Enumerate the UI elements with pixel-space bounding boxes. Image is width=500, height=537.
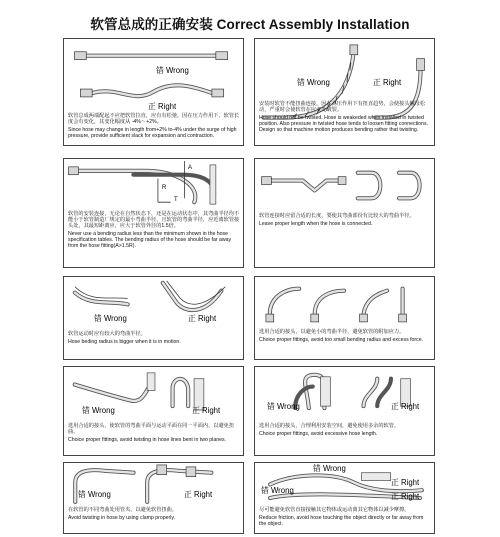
wrong-label: 错 Wrong: [82, 406, 115, 415]
right-label: 正 Right: [192, 406, 221, 415]
instruction-en: Leave proper length when the hose is connected.: [259, 220, 373, 227]
panel-no-twist: [254, 38, 435, 146]
right-label: 正 Right: [391, 402, 420, 411]
instruction-en: Avoid twisting in hose by using clamp properly.: [68, 514, 176, 521]
instruction-zh: 安装时软管不能扭曲连接，因在高压作用下有扭直趋势，会使接头螺母松动，严重时会使软管在应变处破裂。: [259, 101, 426, 114]
label-a: A: [188, 165, 193, 171]
right-label: 正 Right: [373, 78, 402, 87]
right-label-2: 正 Right: [391, 492, 420, 501]
right-label: 正 Right: [391, 478, 420, 487]
panel-hose-length: [254, 366, 435, 456]
wrong-label: 错 Wrong: [297, 78, 330, 87]
instruction-en: Hose should not be twisted. Hose is weakeded when installed in twisted position. Also pressure in twisted hose tends to loosen fitting connections. Design so that machine motion produces bending rather that twisting.: [259, 114, 428, 134]
label-r: R: [162, 185, 167, 191]
panel-slack: [63, 38, 244, 146]
instruction-en: Choice proper fittings, avoid excessive hose length.: [259, 430, 378, 437]
panel-bend-plane: [63, 366, 244, 456]
panel-clamp: [63, 462, 244, 534]
instruction-zh: 选用合适的接头，以避免小的弯曲半径，避免软管的附加应力。: [259, 329, 405, 335]
right-label: 正 Right: [188, 314, 217, 323]
panel-bend-radius: [63, 158, 244, 268]
right-label: 正 Right: [184, 490, 213, 499]
wrong-label: 错 Wrong: [78, 490, 111, 499]
wrong-label: 错 Wrong: [313, 464, 346, 473]
instruction-zh: 选用合适的接头，合理利用安装空间，避免使用多余的软管。: [259, 423, 400, 429]
panel-proper-fittings: [254, 276, 435, 360]
instruction-zh: 软管的安装连接，无论在自然状态下，还是在运动状态中，其弯曲半径均不能小于软管制造厂规定的最小弯曲半径，且软管的弯曲半径，应近离软管接头处，其最短距离应，应大于软管外径的1.5倍。: [68, 211, 240, 230]
instruction-zh: 选用合适的接头，使软管的弯曲平面与运动平面在同一平面内，以避免扭曲。: [68, 423, 235, 436]
label-t: T: [174, 197, 178, 203]
instruction-en: Since hose may change in length from+2% to-4% under the surge of high pressure, provide sufficient slack for expansion and contraction.: [68, 126, 237, 139]
proper-fittings-illustration: [255, 277, 434, 359]
page-title: 软管总成的正确安装 Correct Assembly Installation: [90, 17, 410, 32]
instruction-zh: 软管总成两端配起不应把软管拉直，应有有松弛。因在压力作用下，软管长度会有变化，其变化幅度从 -4%～+2%。: [68, 113, 240, 126]
instruction-en: Choice proper fittings, avoid twisting in hose lines bent in two planes.: [68, 436, 227, 443]
wrong-label: 错 Wrong: [156, 66, 189, 75]
instruction-en: Hose beding radius is bigger when it is in motion.: [68, 338, 181, 345]
instruction-zh: 软管连接时应留合适的长度，要使其弯曲部份有比较大的弯曲半径。: [259, 213, 415, 219]
instruction-en: Never use a bending radius less than the minimum shown in the hose specification tables. The bending radius of the hose should be far away from the hose fitting(A>1.5R).: [68, 230, 232, 250]
panel-motion-bend: [63, 276, 244, 360]
instruction-en: Reduce friction, avoid hose touching the object directly or far away from the object.: [259, 514, 424, 527]
instruction-zh: 软管运动时应有较大的弯曲半径。: [68, 331, 146, 337]
instruction-zh: 在软管的不同弯曲处用管夹，以避免软管扭曲。: [68, 507, 177, 513]
wrong-label: 错 Wrong: [267, 402, 300, 411]
panel-friction: [254, 462, 435, 534]
wrong-label-2: 错 Wrong: [261, 486, 294, 495]
right-label: 正 Right: [148, 102, 177, 111]
instruction-en: Choice proper fittings, avoid too small bending radius and excess force.: [259, 336, 424, 343]
panel-proper-length: [254, 158, 435, 268]
instruction-zh: 尽可能避免软管直接接触其它物体或运动离其它物体以减少摩擦。: [259, 507, 410, 513]
wrong-label: 错 Wrong: [94, 314, 127, 323]
